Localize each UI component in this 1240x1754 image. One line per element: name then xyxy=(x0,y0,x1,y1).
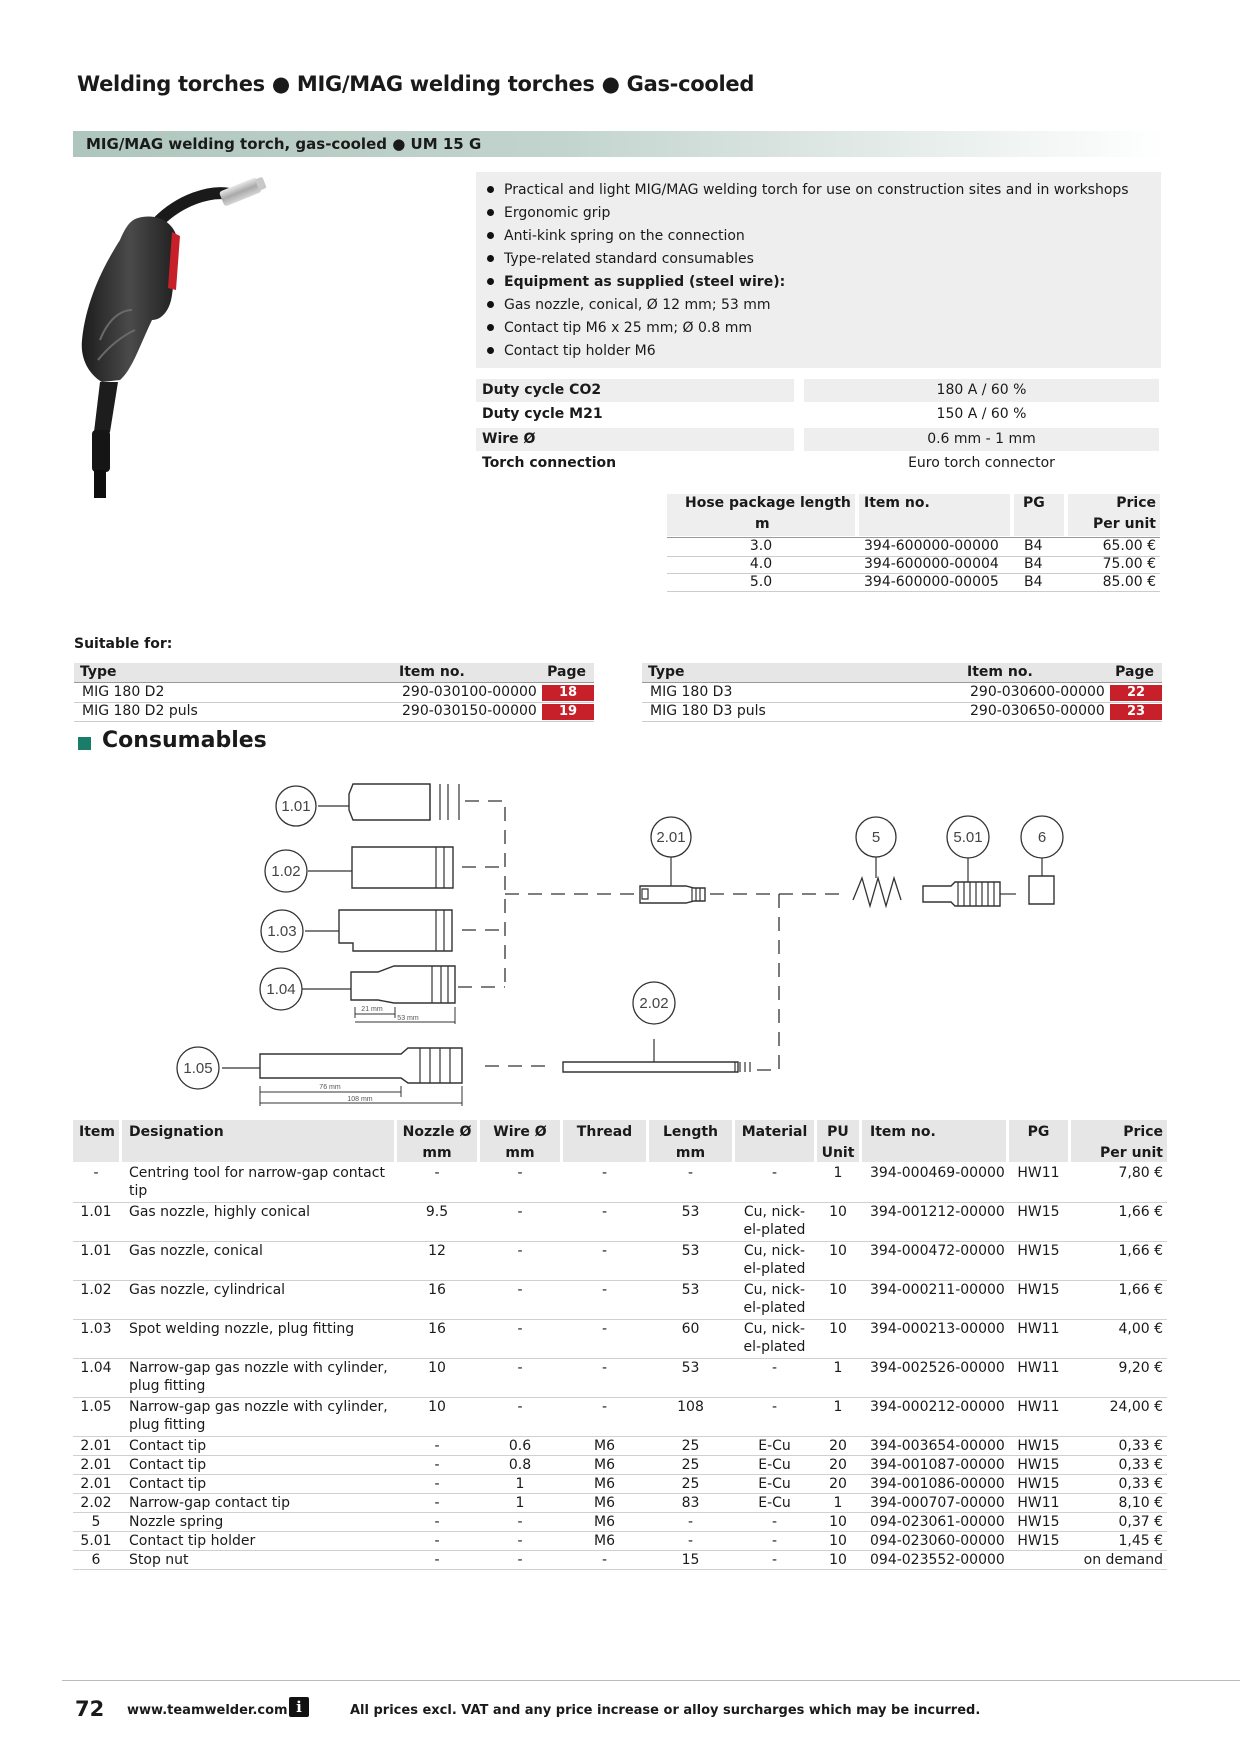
cell-designation: Contact tip xyxy=(129,1438,207,1454)
cell-material: - xyxy=(771,1514,778,1530)
table-row: 3.0 394-600000-00000 B4 65.00 € xyxy=(667,537,1160,557)
header-pu: PU xyxy=(827,1124,849,1140)
cell-designation: Nozzle spring xyxy=(129,1514,224,1530)
dimension-label: 108 mm xyxy=(347,1096,373,1103)
cell-designation: Gas nozzle, highly conical xyxy=(129,1204,311,1220)
cell-thread: M6 xyxy=(594,1457,615,1473)
table-row: MIG 180 D2 puls 290-030150-00000 19 xyxy=(74,703,594,722)
header-nozzle: Nozzle Ø xyxy=(402,1124,472,1140)
cell-material: - xyxy=(771,1360,778,1376)
cell-material: Cu, nick- xyxy=(743,1243,806,1259)
cell-pu: 10 xyxy=(829,1533,847,1549)
cell-thread: M6 xyxy=(594,1533,615,1549)
cell-length: 60 xyxy=(681,1321,700,1337)
cell-length: 25 xyxy=(681,1476,700,1492)
cell-pg: HW15 xyxy=(1017,1243,1060,1259)
cell-designation: Narrow-gap gas nozzle with cylinder, xyxy=(129,1399,388,1415)
page-number: 72 xyxy=(75,1697,105,1721)
table-row: MIG 180 D2 290-030100-00000 18 xyxy=(74,684,594,703)
feature-item: Contact tip holder M6 xyxy=(487,343,656,359)
cell-pg: HW15 xyxy=(1017,1204,1060,1220)
cell-length: 53 xyxy=(681,1360,700,1376)
cell-pu: 1 xyxy=(833,1495,843,1511)
cell-price: 7,80 € xyxy=(1118,1165,1163,1181)
cell-wire: - xyxy=(517,1514,523,1530)
cell-itemno: 094-023060-00000 xyxy=(870,1533,1005,1549)
cell-itemno: 394-001212-00000 xyxy=(870,1204,1005,1220)
cell-price: 0,33 € xyxy=(1118,1476,1163,1492)
product-title: MIG/MAG welding torch, gas-cooled ● UM 15 G xyxy=(86,135,482,153)
header-material: Material xyxy=(741,1124,808,1140)
cell-wire: - xyxy=(517,1399,523,1415)
table-row: 4.0 394-600000-00004 B4 75.00 € xyxy=(667,556,1160,574)
table-row xyxy=(73,1475,1167,1494)
cell-designation: Narrow-gap gas nozzle with cylinder, xyxy=(129,1360,388,1376)
cell-price: 1,45 € xyxy=(1118,1533,1163,1549)
table-row xyxy=(73,1513,1167,1532)
cell-designation-line2: plug fitting xyxy=(129,1417,206,1433)
cell-wire: - xyxy=(517,1321,523,1337)
cell-length: 53 xyxy=(681,1282,700,1298)
diagram-label: 1.05 xyxy=(183,1060,213,1077)
cell-itemno: 094-023061-00000 xyxy=(870,1514,1005,1530)
header-item-no: Item no. xyxy=(864,495,930,511)
cell-price: 8,10 € xyxy=(1118,1495,1163,1511)
cell-nozzle: 9.5 xyxy=(425,1204,449,1220)
cell-thread: - xyxy=(601,1243,608,1259)
header-price: Price xyxy=(1116,495,1156,511)
cell-nozzle: - xyxy=(434,1476,440,1492)
diagram-label: 5.01 xyxy=(953,829,983,846)
table-row xyxy=(73,1494,1167,1513)
dimension-label: 76 mm xyxy=(319,1084,341,1091)
cell-nozzle: 10 xyxy=(428,1360,446,1376)
cell-material: E-Cu xyxy=(758,1457,791,1473)
suitable-table-header: Type Item no. Page xyxy=(642,663,1162,683)
cell-itemno: 394-000212-00000 xyxy=(870,1399,1005,1415)
consumables-diagram xyxy=(0,770,1240,1110)
cell-wire: - xyxy=(517,1165,523,1181)
cell-length: - xyxy=(687,1533,694,1549)
cell-material: - xyxy=(771,1533,778,1549)
cell-designation-line2: plug fitting xyxy=(129,1378,206,1394)
cell-thread: M6 xyxy=(594,1438,615,1454)
product-title-bar xyxy=(73,131,1165,157)
cell-price: 1,66 € xyxy=(1118,1243,1163,1259)
cell-length: 25 xyxy=(681,1457,700,1473)
cell-length: 108 xyxy=(677,1399,704,1415)
cell-thread: - xyxy=(601,1360,608,1376)
footer-note: All prices excl. VAT and any price increase or alloy surcharges which may be incurred. xyxy=(350,1703,981,1718)
cell-pg: HW15 xyxy=(1017,1533,1060,1549)
cell-length: - xyxy=(687,1514,694,1530)
spec-row: Torch connection Euro torch connector xyxy=(482,455,1055,471)
table-row: MIG 180 D3 puls 290-030650-00000 23 xyxy=(642,703,1162,722)
features-box xyxy=(476,172,1161,368)
cell-length: 53 xyxy=(681,1204,700,1220)
diagram-label: 1.04 xyxy=(266,981,296,998)
feature-item: Type-related standard consumables xyxy=(487,251,754,267)
dimension-label: 21 mm xyxy=(361,1006,383,1013)
cell-itemno: 094-023552-00000 xyxy=(870,1552,1005,1568)
cell-pg: HW15 xyxy=(1017,1476,1060,1492)
cell-length: 53 xyxy=(681,1243,700,1259)
consumables-title: Consumables xyxy=(102,728,267,753)
cell-price: 0,33 € xyxy=(1118,1457,1163,1473)
cell-wire: - xyxy=(517,1360,523,1376)
feature-item: Anti-kink spring on the connection xyxy=(487,228,745,244)
cell-price: 9,20 € xyxy=(1118,1360,1163,1376)
cell-price: 1,66 € xyxy=(1118,1204,1163,1220)
cell-wire: 0.6 xyxy=(508,1438,532,1454)
table-row xyxy=(73,1281,1167,1320)
cell-pu: 10 xyxy=(829,1514,847,1530)
table-row xyxy=(73,1320,1167,1359)
cell-material: - xyxy=(771,1552,778,1568)
cell-item: 1.05 xyxy=(80,1399,112,1415)
cell-item: 2.02 xyxy=(80,1495,112,1511)
cell-item: 5 xyxy=(91,1514,101,1530)
cell-designation: Contact tip holder xyxy=(129,1533,256,1549)
cell-wire: 0.8 xyxy=(508,1457,532,1473)
cell-pg: HW15 xyxy=(1017,1438,1060,1454)
cell-price: 0,37 € xyxy=(1118,1514,1163,1530)
diagram-label: 1.03 xyxy=(267,923,297,940)
cell-designation: Stop nut xyxy=(129,1552,189,1568)
header-item-no: Item no. xyxy=(870,1124,936,1140)
header-price: Price xyxy=(1123,1124,1163,1140)
cell-material: Cu, nick- xyxy=(743,1204,806,1220)
diagram-label: 1.02 xyxy=(271,863,301,880)
cell-itemno: 394-003654-00000 xyxy=(870,1438,1005,1454)
footer-divider xyxy=(62,1680,1240,1681)
cell-itemno: 394-001086-00000 xyxy=(870,1476,1005,1492)
table-row xyxy=(73,1437,1167,1456)
page-link-badge[interactable]: 18 xyxy=(542,685,594,701)
page-title: Welding torches ● MIG/MAG welding torches ● Gas-cooled xyxy=(77,72,755,96)
cell-itemno: 394-001087-00000 xyxy=(870,1457,1005,1473)
cell-thread: M6 xyxy=(594,1495,615,1511)
page-link-badge[interactable]: 19 xyxy=(542,704,594,720)
cell-nozzle: 16 xyxy=(428,1321,446,1337)
cell-price: 1,66 € xyxy=(1118,1282,1163,1298)
table-row xyxy=(73,1242,1167,1281)
spec-row: Duty cycle M21 150 A / 60 % xyxy=(482,406,1027,422)
cell-pg: HW11 xyxy=(1017,1360,1060,1376)
feature-item: Equipment as supplied (steel wire): xyxy=(487,274,785,290)
table-row xyxy=(73,1551,1167,1570)
cell-nozzle: - xyxy=(434,1495,440,1511)
cell-nozzle: - xyxy=(434,1514,440,1530)
header-wire: Wire Ø xyxy=(493,1124,547,1140)
cell-nozzle: - xyxy=(434,1438,440,1454)
header-length: Length xyxy=(662,1124,719,1140)
cell-designation: Contact tip xyxy=(129,1457,207,1473)
dimension-label: 53 mm xyxy=(397,1015,419,1022)
cell-item: 1.03 xyxy=(80,1321,112,1337)
cell-pu: 20 xyxy=(829,1476,847,1492)
table-row xyxy=(73,1164,1167,1203)
cell-pg: HW11 xyxy=(1017,1165,1060,1181)
cell-pg: HW11 xyxy=(1017,1321,1060,1337)
cell-thread: - xyxy=(601,1552,608,1568)
cell-material-line2: el-plated xyxy=(743,1222,806,1238)
spec-row: Duty cycle CO2 180 A / 60 % xyxy=(476,379,1162,402)
spec-row: Wire Ø 0.6 mm - 1 mm xyxy=(476,428,1162,451)
cell-nozzle: - xyxy=(434,1533,440,1549)
hose-table-body xyxy=(667,537,1160,593)
cell-price: 24,00 € xyxy=(1109,1399,1163,1415)
cell-wire: - xyxy=(517,1204,523,1220)
cell-item: 2.01 xyxy=(80,1476,112,1492)
cell-item: 1.02 xyxy=(80,1282,112,1298)
cell-designation: Contact tip xyxy=(129,1476,207,1492)
cell-itemno: 394-000213-00000 xyxy=(870,1321,1005,1337)
cell-length: 83 xyxy=(681,1495,700,1511)
table-row xyxy=(73,1203,1167,1242)
diagram-label: 2.01 xyxy=(656,829,686,846)
cell-pg: HW15 xyxy=(1017,1282,1060,1298)
cell-nozzle: 16 xyxy=(428,1282,446,1298)
cell-nozzle: 12 xyxy=(428,1243,446,1259)
cell-thread: - xyxy=(601,1165,608,1181)
suitable-for-title: Suitable for: xyxy=(74,636,173,652)
cell-pg: HW15 xyxy=(1017,1457,1060,1473)
cell-pu: 1 xyxy=(833,1360,843,1376)
cell-pu: 10 xyxy=(829,1282,847,1298)
cell-itemno: 394-000211-00000 xyxy=(870,1282,1005,1298)
cell-material-line2: el-plated xyxy=(743,1339,806,1355)
table-row xyxy=(73,1456,1167,1475)
cell-thread: M6 xyxy=(594,1514,615,1530)
header-thread: Thread xyxy=(576,1124,633,1140)
cell-pu: 1 xyxy=(833,1399,843,1415)
cell-designation: Gas nozzle, cylindrical xyxy=(129,1282,286,1298)
header-hose-length: Hose package length xyxy=(685,495,851,511)
cell-price: on demand xyxy=(1083,1552,1163,1568)
cell-item: 5.01 xyxy=(80,1533,112,1549)
table-header: Item Designation Nozzle Ø mm Wire Ø mm Thread Length mm Material PU Unit Item no. PG Price Per unit xyxy=(73,1120,1167,1162)
cell-thread: - xyxy=(601,1204,608,1220)
page-link-badge[interactable]: 22 xyxy=(1110,685,1162,701)
cell-pu: 10 xyxy=(829,1321,847,1337)
cell-item: 1.04 xyxy=(80,1360,112,1376)
cell-designation: Gas nozzle, conical xyxy=(129,1243,263,1259)
cell-wire: - xyxy=(517,1282,523,1298)
cell-pu: 10 xyxy=(829,1552,847,1568)
cell-material: - xyxy=(771,1165,778,1181)
cell-nozzle: - xyxy=(434,1165,440,1181)
cell-price: 0,33 € xyxy=(1118,1438,1163,1454)
cell-item: 1.01 xyxy=(80,1204,112,1220)
table-row xyxy=(73,1532,1167,1551)
cell-thread: - xyxy=(601,1321,608,1337)
diagram-label: 2.02 xyxy=(639,995,669,1012)
cell-material: E-Cu xyxy=(758,1438,791,1454)
cell-nozzle: - xyxy=(434,1457,440,1473)
cell-wire: - xyxy=(517,1552,523,1568)
cell-wire: 1 xyxy=(515,1476,525,1492)
cell-material-line2: el-plated xyxy=(743,1261,806,1277)
cell-length: 15 xyxy=(681,1552,700,1568)
welding-torch-image xyxy=(80,170,290,500)
feature-item: Ergonomic grip xyxy=(487,205,610,221)
cell-designation: Spot welding nozzle, plug fitting xyxy=(129,1321,355,1337)
hose-table: Hose package length m Item no. PG Price Per unit xyxy=(667,494,1160,537)
cell-designation: Narrow-gap contact tip xyxy=(129,1495,290,1511)
cell-wire: - xyxy=(517,1533,523,1549)
feature-item: Contact tip M6 x 25 mm; Ø 0.8 mm xyxy=(487,320,752,336)
cell-pu: 1 xyxy=(833,1165,843,1181)
cell-material: - xyxy=(771,1399,778,1415)
cell-thread: - xyxy=(601,1282,608,1298)
section-square-icon xyxy=(78,737,91,750)
cell-thread: M6 xyxy=(594,1476,615,1492)
cell-itemno: 394-000472-00000 xyxy=(870,1243,1005,1259)
cell-material: E-Cu xyxy=(758,1476,791,1492)
cell-pu: 10 xyxy=(829,1204,847,1220)
cell-item: 2.01 xyxy=(80,1457,112,1473)
cell-thread: - xyxy=(601,1399,608,1415)
table-row: 5.0 394-600000-00005 B4 85.00 € xyxy=(667,574,1160,592)
cell-pu: 10 xyxy=(829,1243,847,1259)
cell-pg: HW15 xyxy=(1017,1514,1060,1530)
cell-itemno: 394-000707-00000 xyxy=(870,1495,1005,1511)
cell-length: - xyxy=(687,1165,694,1181)
cell-pg: HW11 xyxy=(1017,1495,1060,1511)
header-pg: PG xyxy=(1027,1124,1050,1140)
cell-material: Cu, nick- xyxy=(743,1321,806,1337)
cell-itemno: 394-002526-00000 xyxy=(870,1360,1005,1376)
page-link-badge[interactable]: 23 xyxy=(1110,704,1162,720)
cell-nozzle: - xyxy=(434,1552,440,1568)
header-designation: Designation xyxy=(129,1124,224,1140)
cell-material: E-Cu xyxy=(758,1495,791,1511)
cell-wire: - xyxy=(517,1243,523,1259)
table-row: MIG 180 D3 290-030600-00000 22 xyxy=(642,684,1162,703)
cell-itemno: 394-000469-00000 xyxy=(870,1165,1005,1181)
table-row xyxy=(73,1398,1167,1437)
feature-item: Gas nozzle, conical, Ø 12 mm; 53 mm xyxy=(487,297,771,313)
table-row xyxy=(73,1359,1167,1398)
footer-url[interactable]: www.teamwelder.com xyxy=(127,1703,288,1718)
header-pg: PG xyxy=(1023,495,1045,511)
cell-nozzle: 10 xyxy=(428,1399,446,1415)
cell-item: - xyxy=(93,1165,99,1181)
cell-wire: 1 xyxy=(515,1495,525,1511)
cell-designation-line2: tip xyxy=(129,1183,148,1199)
cell-length: 25 xyxy=(681,1438,700,1454)
cell-item: 2.01 xyxy=(80,1438,112,1454)
diagram-label: 6 xyxy=(1037,829,1047,846)
diagram-label: 1.01 xyxy=(281,798,311,815)
feature-item: Practical and light MIG/MAG welding torch for use on construction sites and in workshops xyxy=(487,182,1129,198)
cell-pu: 20 xyxy=(829,1438,847,1454)
cell-item: 1.01 xyxy=(80,1243,112,1259)
cell-item: 6 xyxy=(91,1552,101,1568)
cell-material-line2: el-plated xyxy=(743,1300,806,1316)
cell-pu: 20 xyxy=(829,1457,847,1473)
cell-material: Cu, nick- xyxy=(743,1282,806,1298)
cell-designation: Centring tool for narrow-gap contact xyxy=(129,1165,385,1181)
header-item: Item xyxy=(79,1124,115,1140)
cell-price: 4,00 € xyxy=(1118,1321,1163,1337)
diagram-label: 5 xyxy=(871,829,881,846)
cell-pg: HW11 xyxy=(1017,1399,1060,1415)
suitable-table-header: Type Item no. Page xyxy=(74,663,594,683)
info-icon: i xyxy=(289,1697,309,1717)
